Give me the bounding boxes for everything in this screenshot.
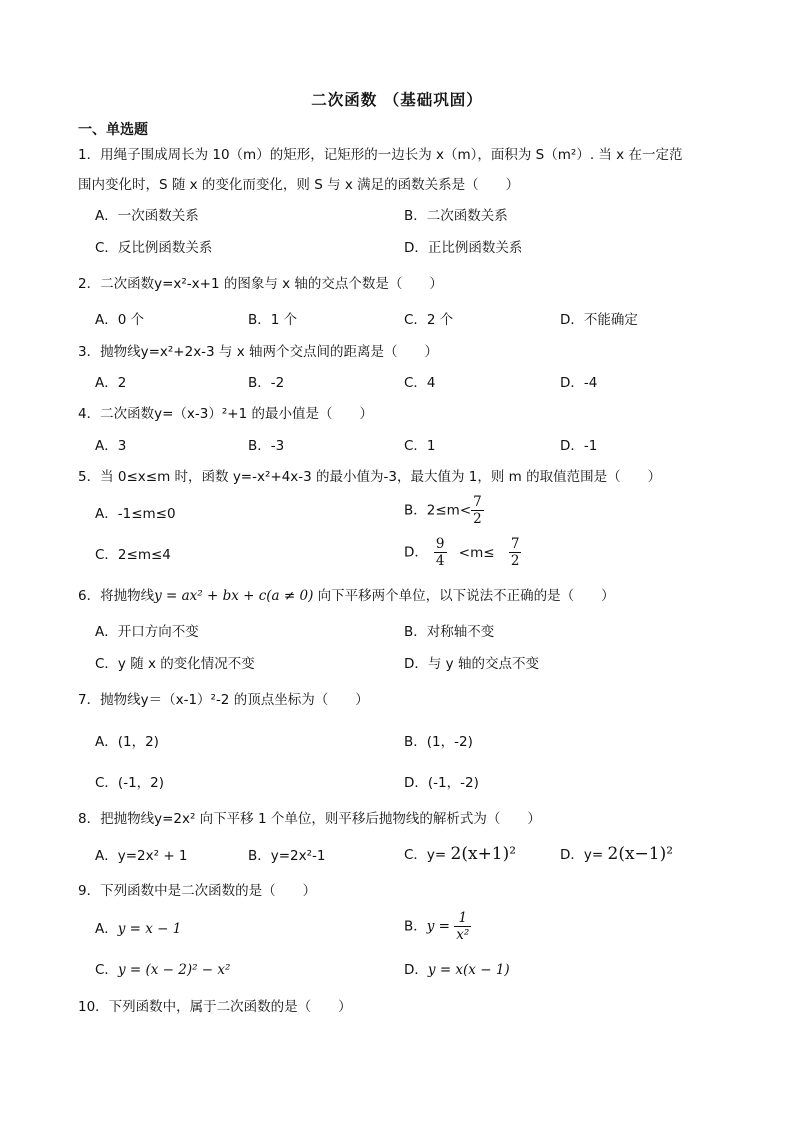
fraction-denominator: x² <box>456 927 470 943</box>
question-2-option-d: D．不能确定 <box>560 312 638 328</box>
question-9-option-a-formula: y = x − 1 <box>117 921 182 937</box>
fraction-denominator: 2 <box>473 511 482 527</box>
question-9-option-d-prefix: D． <box>404 962 428 978</box>
fraction-numerator: 9 <box>435 536 445 552</box>
question-5-option-c: C．2≤m≤4 <box>95 547 171 563</box>
question-7-option-d: D．(-1，-2) <box>404 775 479 791</box>
question-8-stem: 8．把抛物线y=2x² 向下平移 1 个单位，则平移后抛物线的解析式为（ ） <box>78 811 541 827</box>
question-5-option-d-fraction-2 <box>509 536 522 569</box>
question-3-stem: 3．抛物线y=x²+2x-3 与 x 轴两个交点间的距离是（ ） <box>78 344 439 360</box>
page-title: 二次函数 （基础巩固） <box>311 91 483 109</box>
question-3-option-c: C．4 <box>404 375 436 391</box>
question-4-stem: 4．二次函数y=（x-3）²+1 的最小值是（ ） <box>78 406 373 422</box>
question-5-option-b <box>404 494 484 527</box>
fraction-denominator: 2 <box>510 553 520 569</box>
question-1-line-1: 1．用绳子围成周长为 10（m）的矩形，记矩形的一边长为 x（m），面积为 S（m²）. 当 x 在一定范 <box>78 147 683 163</box>
question-6-stem-suffix: 向下平移两个单位，以下说法不正确的是（ ） <box>313 588 615 604</box>
question-1-option-d: D．正比例函数关系 <box>404 240 523 256</box>
question-7-stem: 7．抛物线y＝（x-1）²-2 的顶点坐标为（ ） <box>78 692 369 708</box>
question-4-option-d: D．-1 <box>560 438 598 454</box>
question-9-option-b-fraction <box>454 910 471 943</box>
question-8-option-c-prefix: C．y= <box>404 847 447 863</box>
question-4-option-b: B．-3 <box>248 438 285 454</box>
question-5-option-d-fraction-1 <box>434 536 447 569</box>
question-2-option-b: B．1 个 <box>248 312 298 328</box>
question-9-option-c <box>95 960 230 980</box>
question-8-option-d <box>560 844 673 865</box>
question-9-option-b-lhs: y = <box>426 918 450 935</box>
question-9-option-b <box>404 910 471 943</box>
fraction-denominator: 4 <box>435 553 445 569</box>
question-9-option-a-prefix: A． <box>95 921 118 937</box>
question-9-option-a <box>95 919 181 939</box>
question-6-stem <box>78 586 615 606</box>
question-9-stem: 9．下列函数中是二次函数的是（ ） <box>78 883 317 899</box>
question-2-option-a: A．0 个 <box>95 312 145 328</box>
question-5-stem: 5．当 0≤x≤m 时，函数 y=-x²+4x-3 的最小值为-3，最大值为 1，则 m 的取值范围是（ ） <box>78 469 662 485</box>
question-2-stem: 2．二次函数y=x²-x+1 的图象与 x 轴的交点个数是（ ） <box>78 276 443 292</box>
question-8-option-d-prefix: D．y= <box>560 847 604 863</box>
question-10-stem: 10．下列函数中，属于二次函数的是（ ） <box>78 999 352 1015</box>
section-heading: 一、单选题 <box>78 122 148 138</box>
question-3-option-b: B．-2 <box>248 375 285 391</box>
question-8-option-b: B．y=2x²-1 <box>248 848 326 864</box>
question-5-option-b-fraction <box>471 494 484 527</box>
question-5-option-b-prefix: B．2≤m< <box>404 502 472 519</box>
question-4-option-c: C．1 <box>404 438 436 454</box>
question-6-formula: y = ax² + bx + c(a ≠ 0) <box>154 588 314 604</box>
question-7-option-a: A．(1，2) <box>95 734 159 750</box>
question-5-option-d-middle: <m≤ <box>458 544 495 561</box>
question-8-option-a: A．y=2x² + 1 <box>95 848 188 864</box>
question-9-option-b-prefix: B． <box>404 918 427 935</box>
question-9-option-d-formula: y = x(x − 1) <box>427 962 510 978</box>
question-3-option-d: D．-4 <box>560 375 598 391</box>
question-6-option-d: D．与 y 轴的交点不变 <box>404 656 539 672</box>
question-5-option-a: A．-1≤m≤0 <box>95 506 176 522</box>
question-6-option-b: B．对称轴不变 <box>404 624 495 640</box>
question-5-option-d <box>404 536 521 569</box>
question-8-option-d-formula: 2(x−1)² <box>607 844 674 864</box>
fraction-numerator: 1 <box>454 910 471 927</box>
question-1-option-a: A．一次函数关系 <box>95 208 199 224</box>
question-4-option-a: A．3 <box>95 438 127 454</box>
question-1-line-2: 围内变化时，S 随 x 的变化而变化，则 S 与 x 满足的函数关系是（ ） <box>78 177 520 193</box>
question-6-option-a: A．开口方向不变 <box>95 624 199 640</box>
fraction-numerator: 7 <box>473 494 482 510</box>
question-5-option-d-prefix: D． <box>404 544 428 561</box>
question-3-option-a: A．2 <box>95 375 127 391</box>
question-7-option-c: C．(-1，2) <box>95 775 165 791</box>
question-9-option-d <box>404 960 510 980</box>
question-8-option-c-formula: 2(x+1)² <box>450 844 517 864</box>
question-1-option-b: B．二次函数关系 <box>404 208 508 224</box>
question-9-option-c-prefix: C． <box>95 962 118 978</box>
question-1-option-c: C．反比例函数关系 <box>95 240 213 256</box>
fraction-numerator: 7 <box>510 536 520 552</box>
question-2-option-c: C．2 个 <box>404 312 454 328</box>
question-8-option-c <box>404 844 516 865</box>
question-9-option-c-formula: y = (x − 2)² − x² <box>117 962 231 978</box>
question-6-option-c: C．y 随 x 的变化情况不变 <box>95 656 255 672</box>
question-7-option-b: B．(1，-2) <box>404 734 473 750</box>
question-6-stem-prefix: 6．将抛物线 <box>78 588 155 604</box>
